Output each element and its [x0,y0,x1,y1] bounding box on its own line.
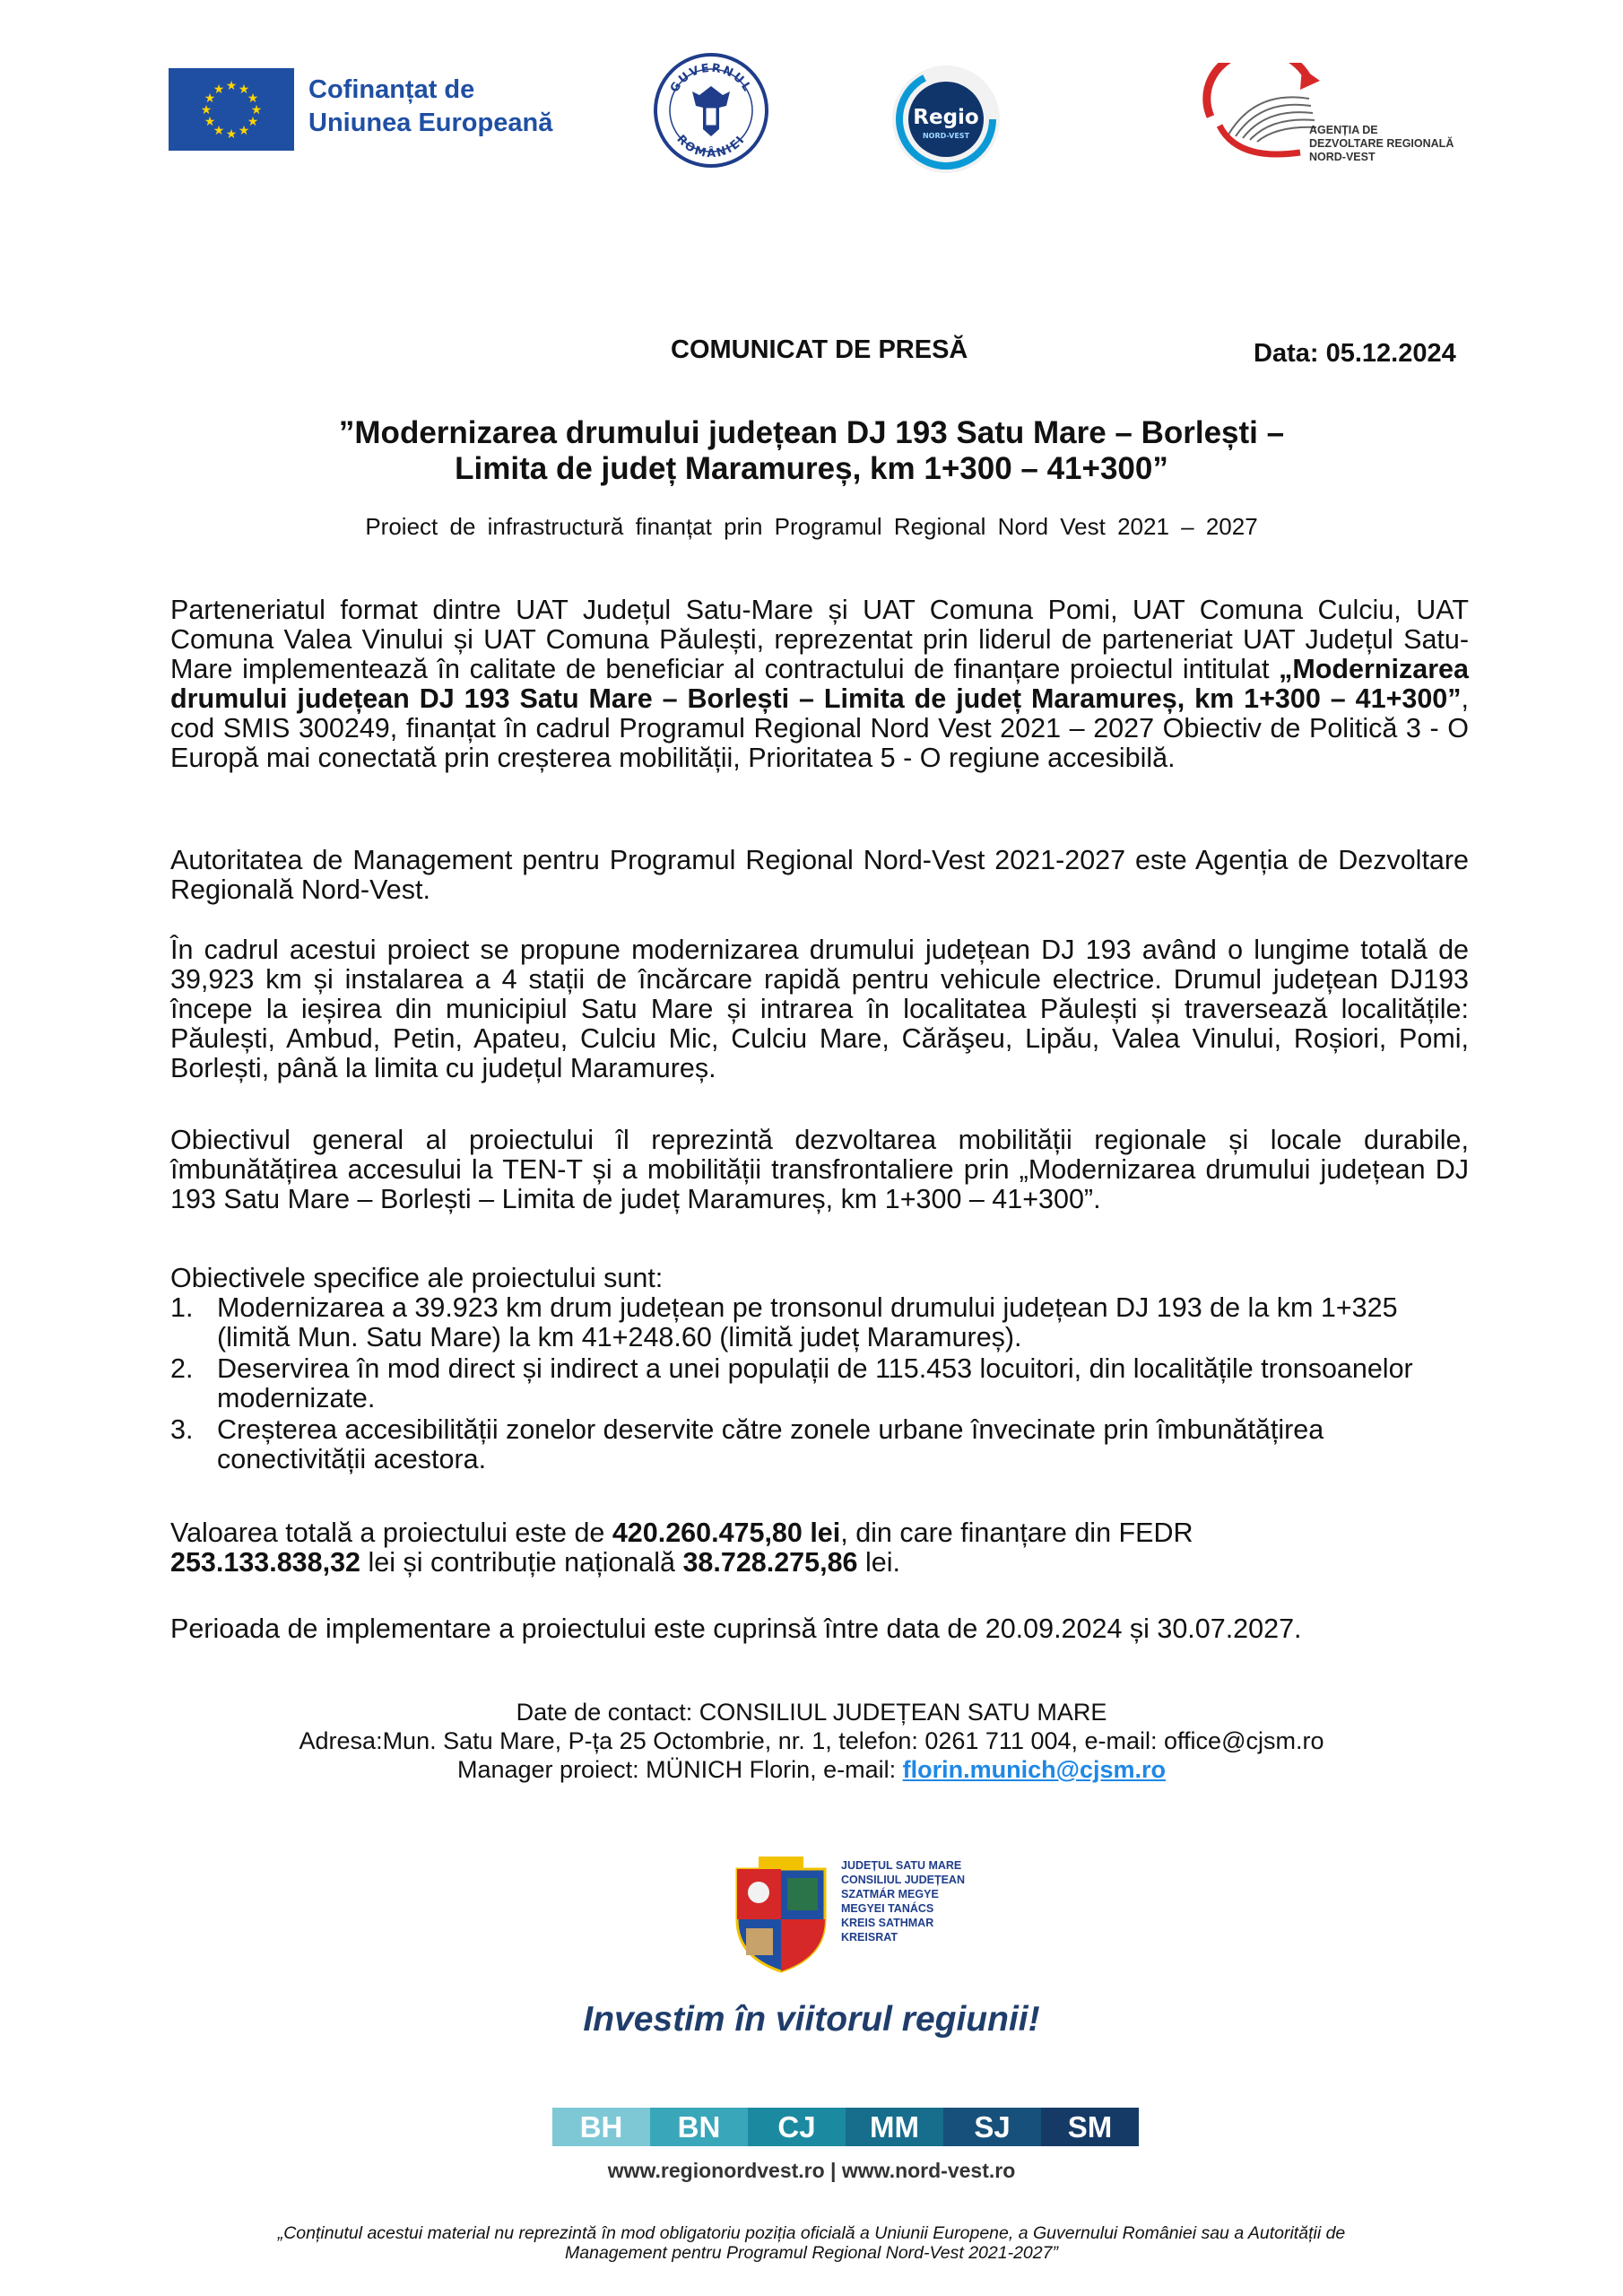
adr-logo-text [1309,124,1454,164]
p1-project-name: „Modernizarea drumului județean DJ 193 Satu Mare – Borlești – Limita de județ Maramureș, km 1+300 – 41+300” [170,654,1469,714]
county-line2: CONSILIUL JUDEȚEAN [841,1874,965,1886]
slogan: Investim în viitorul regiunii! [583,2000,1040,2039]
document-title [143,415,1480,487]
value-mid2: lei și contribuție națională [360,1547,683,1578]
paragraph-general-objective: Obiectivul general al proiectului îl reprezintă dezvoltarea mobilității regionale și locale durabile, îmbunătățirea accesului la TEN-T și a mobilității transfrontaliere prin „Modernizarea drumului județean DJ 193 Satu Mare – Borlești – Limita de județ Maramureș, km 1+300 – 41+300”. [170,1125,1469,1214]
regio-logo-main-text: Regio [913,106,979,129]
contact-line3 [143,1755,1480,1784]
document-subtitle: Proiect de infrastructură finanțat prin Programul Regional Nord Vest 2021 – 2027 [365,513,1258,540]
footer-line1: „Conținutul acestui material nu reprezintă în mod obligatoriu poziția oficială a Uniunii Europene, a Guvernului României sau a Autorității de [277,2223,1346,2243]
value-national: 38.728.275,86 [682,1547,858,1578]
value-end: lei. [857,1547,900,1578]
svg-text:★: ★ [213,83,225,97]
title-line2: Limita de județ Maramureș, km 1+300 – 41+300” [455,451,1168,486]
press-release-heading: COMUNICAT DE PRESĂ [671,335,968,364]
county-code-bn: BN [650,2108,748,2146]
gov-seal-top-text: GUVERNUL [667,61,755,96]
value-intro: Valoarea totală a proiectului este de [170,1518,612,1548]
list-item-text: Modernizarea a 39.923 km drum județean pe tronsonul drumului județean DJ 193 de la km 1+325 (limită Mun. Satu Mare) la km 41+248.60 (limită județ Maramureș). [217,1292,1398,1352]
county-line1: JUDEȚUL SATU MARE [841,1859,962,1872]
p1-text-start: Parteneriatul format dintre UAT Județul Satu-Mare și UAT Comuna Pomi, UAT Comuna Culciu, UAT Comuna Valea Vinului și UAT Comuna Păulești, reprezentat prin liderul de parteneriat UAT Județul Satu-Mare implementează în calitate de beneficiar al contractului de finanțare proiectul intitulat [170,595,1469,684]
county-codes-bar [552,2108,1139,2146]
county-line3: SZATMÁR MEGYE [841,1888,939,1900]
paragraph-managing-authority: Autoritatea de Management pentru Programul Regional Nord-Vest 2021-2027 este Agenția de Dezvoltare Regională Nord-Vest. [170,845,1469,905]
gov-seal-bottom-text: ROMÂNIEI [673,132,749,161]
eu-flag-icon [169,68,294,151]
svg-text:★: ★ [204,115,216,129]
eu-text-line1: Cofinanțat de [308,75,475,104]
adr-text-line1: AGENȚIA DE [1309,124,1378,136]
value-mid: , din care finanțare din FEDR [840,1518,1193,1548]
value-fedr: 253.133.838,32 [170,1547,361,1578]
paragraph-project-description: În cadrul acestui proiect se propune modernizarea drumului județean DJ 193 având o lungime totală de 39,923 km și instalarea a 4 stații de încărcare rapidă pentru vehicule electrice. Drumul județean DJ193 începe la ieșirea din municipiul Satu Mare și intrarea în localitatea Păulești și traversează localitățile: Păulești, Ambud, Petin, Apateu, Culciu Mic, Culciu Mare, Cărăşeu, Lipău, Valea Vinului, Roșiori, Pomi, Borlești, până la limita cu județul Maramureș. [170,935,1469,1083]
svg-text:★: ★ [213,124,225,138]
adr-text-line2: DEZVOLTARE REGIONALĂ [1309,137,1454,150]
title-line1: ”Modernizarea drumului județean DJ 193 Satu Mare – Borlești – [338,415,1285,450]
list-item-number: 2. [170,1353,194,1384]
manager-email-link[interactable]: florin.munich@cjsm.ro [902,1756,1166,1783]
project-value-line2 [170,1548,900,1578]
svg-text:★: ★ [200,103,213,117]
website-urls: www.regionordvest.ro | www.nord-vest.ro [607,2159,1016,2182]
list-item-number: 1. [170,1292,194,1323]
svg-text:★: ★ [247,115,259,129]
footer-line2: Management pentru Programul Regional Nord-Vest 2021-2027” [565,2243,1058,2263]
eu-cofinancing-text [308,74,552,140]
county-code-cj: CJ [748,2108,846,2146]
press-release-date: Data: 05.12.2024 [1254,339,1456,368]
government-seal-icon [653,52,769,169]
svg-text:★: ★ [225,127,238,142]
county-code-bh: BH [552,2108,650,2146]
svg-text:★: ★ [225,79,238,93]
county-line4: MEGYEI TANÁCS [841,1902,934,1915]
contact-line2: Adresa:Mun. Satu Mare, P-ța 25 Octombrie, nr. 1, telefon: 0261 711 004, e-mail: office@cjsm.ro [299,1727,1324,1754]
list-item-text: Creșterea accesibilității zonelor deservite către zonele urbane învecinate prin îmbunătățirea conectivității acestora. [217,1414,1324,1474]
list-item [170,1293,1469,1352]
svg-text:★: ★ [204,91,216,106]
p1-text-end: , cod SMIS 300249, finanțat în cadrul Programul Regional Nord Vest 2021 – 2027 Obiectiv de Politică 3 - O Europă mai conectată prin creșterea mobilității, Prioritatea 5 - O regiune accesibilă. [170,683,1469,773]
list-item-number: 3. [170,1414,194,1445]
project-value-line1 [170,1518,1193,1548]
list-item [170,1415,1469,1474]
paragraph-partnership [170,596,1469,773]
eu-text-line2: Uniunea Europeană [308,109,553,137]
svg-text:★: ★ [238,124,250,138]
manager-label: Manager proiect: MÜNICH Florin, e-mail: [456,1756,903,1783]
objectives-list [170,1293,1469,1476]
list-item [170,1354,1469,1413]
county-code-sj: SJ [943,2108,1041,2146]
regio-logo-sub-text: NORD-VEST [922,132,970,140]
regio-logo-icon [890,63,1002,176]
county-code-mm: MM [846,2108,943,2146]
county-line5: KREIS SATHMAR [841,1917,934,1929]
adr-text-line3: NORD-VEST [1309,151,1376,163]
svg-text:★: ★ [247,91,259,106]
objectives-heading: Obiectivele specifice ale proiectului sunt: [170,1263,664,1293]
svg-text:★: ★ [250,103,263,117]
list-item-text: Deservirea în mod direct și indirect a unei populații de 115.453 locuitori, din localitățile tronsoanelor modernizate. [217,1353,1413,1413]
implementation-period: Perioada de implementare a proiectului este cuprinsă între data de 20.09.2024 și 30.07.2027. [170,1613,1302,1644]
disclaimer-footer [170,2223,1453,2263]
county-council-text [841,1858,965,1944]
county-line6: KREISRAT [841,1931,898,1944]
svg-text:★: ★ [238,83,250,97]
contact-line1: Date de contact: CONSILIUL JUDEȚEAN SATU MARE [516,1699,1107,1726]
value-total: 420.260.475,80 lei [612,1518,841,1548]
satu-mare-coat-of-arms-icon [733,1857,829,1973]
county-code-sm: SM [1041,2108,1139,2146]
